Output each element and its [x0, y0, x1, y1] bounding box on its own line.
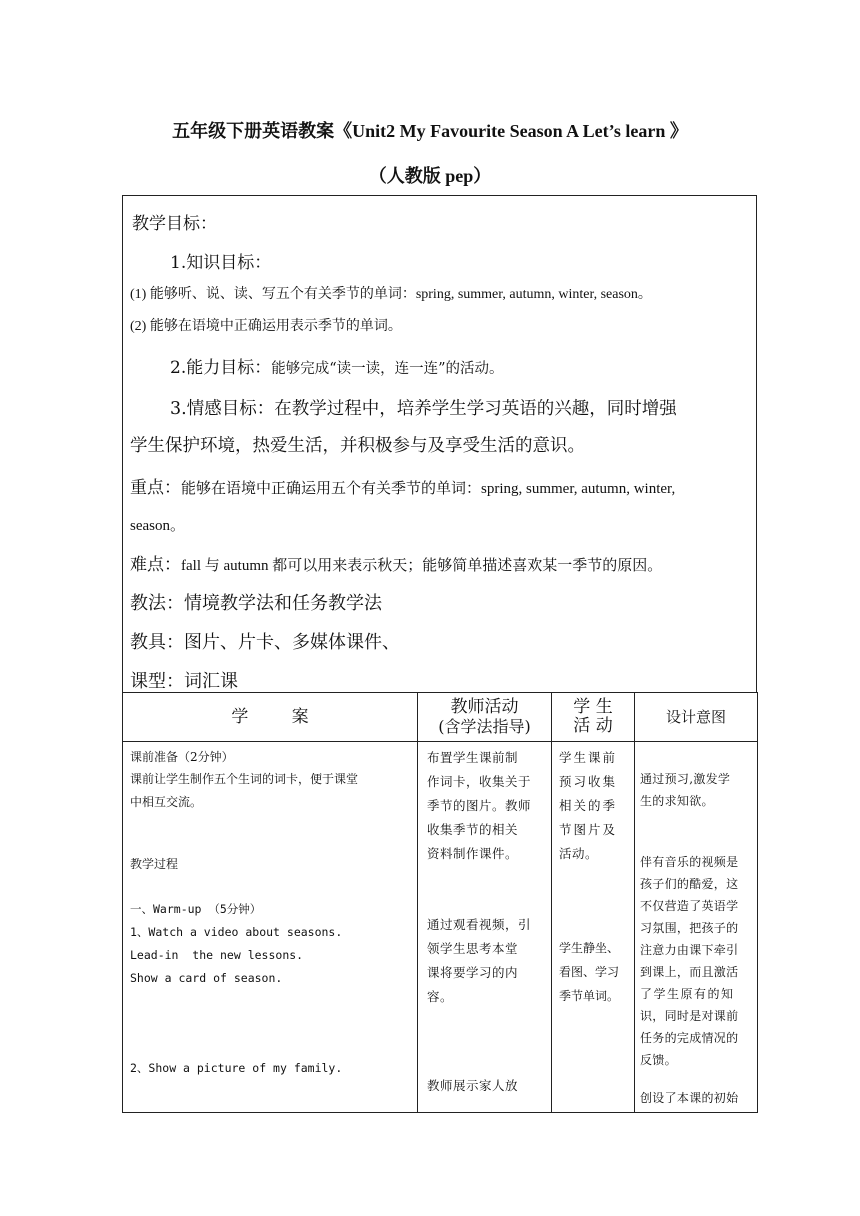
teacher-line: 通过观看视频，引 — [427, 917, 532, 932]
student-line: 节图片及 — [559, 822, 618, 837]
teacher-line: 课将要学习的内 — [427, 965, 519, 980]
key-point-text-cont: season。 — [130, 518, 185, 534]
lesson-type: 课型：词汇课 — [130, 671, 238, 692]
difficulty-text: fall 与 autumn 都可以用来表示秋天；能够简单描述喜欢某一季节的原因。 — [181, 558, 663, 574]
process-title: 教学过程 — [130, 857, 179, 871]
header-design-label: 设计意图 — [665, 708, 726, 726]
knowledge-goal-item-1: (1) 能够听、说、读、写五个有关季节的单词：spring, summer, autumn, winter, season。 — [130, 287, 652, 302]
teacher-line: 作词卡，收集关于 — [427, 774, 532, 789]
document-subtitle: （人教版 pep） — [368, 166, 492, 186]
warmup-title: 一、Warm-up （5分钟） — [130, 902, 262, 916]
key-point — [130, 473, 675, 498]
warmup-step-1: 1、Watch a video about seasons. — [130, 925, 343, 939]
key-point-text: 能够在语境中正确运用五个有关季节的单词：spring, summer, autumn, winter, — [181, 481, 676, 497]
key-point-label: 重点： — [130, 478, 181, 498]
knowledge-goal-item-2: (2) 能够在语境中正确运用表示季节的单词。 — [130, 319, 402, 334]
warmup-step-1c: Show a card of season. — [130, 971, 283, 985]
emotion-goal-line-1: 3.情感目标：在教学过程中，培养学生学习英语的兴趣，同时增强 — [170, 399, 677, 419]
ability-goal-text: 能够完成“读一读，连一连”的活动。 — [271, 361, 504, 377]
header-plan-label: 学 案 — [231, 707, 309, 727]
ability-goal — [170, 353, 504, 378]
prep-text-2: 中相互交流。 — [130, 795, 203, 809]
header-teacher-line-1: 教师活动 — [450, 697, 519, 717]
student-line: 活动。 — [559, 846, 599, 861]
emotion-goal-line-2: 学生保护环境，热爱生活，并积极参与及享受生活的意识。 — [130, 436, 585, 456]
design-line: 生的求知欲。 — [640, 794, 714, 808]
design-line: 了学生原有的知 — [640, 987, 735, 1001]
warmup-step-1b: Lead-in the new lessons. — [130, 948, 304, 962]
design-line: 反馈。 — [640, 1053, 677, 1067]
teacher-line: 资料制作课件。 — [427, 846, 519, 861]
knowledge-goal-title: 1.知识目标： — [170, 253, 272, 273]
header-teacher-line-2: (含学法指导) — [438, 717, 531, 736]
teaching-method: 教法：情境教学法和任务教学法 — [130, 593, 382, 614]
teacher-cell — [418, 742, 552, 1113]
header-design — [635, 693, 758, 742]
difficulty — [130, 550, 662, 575]
teacher-line: 布置学生课前制 — [427, 750, 519, 765]
design-line: 不仅营造了英语学 — [640, 899, 739, 913]
student-line: 学生静坐、 — [559, 941, 620, 955]
difficulty-label: 难点： — [130, 555, 181, 575]
design-line: 到课上，而且激活 — [640, 965, 739, 979]
objectives-box — [122, 195, 757, 693]
header-student-line-1: 学 生 — [573, 697, 613, 717]
student-line: 看图、学习 — [559, 965, 620, 979]
design-line: 识，同时是对课前 — [640, 1009, 739, 1023]
header-teacher — [418, 693, 552, 742]
design-line: 注意力由课下牵引 — [640, 943, 739, 957]
design-line: 创设了本课的初始 — [640, 1091, 739, 1105]
document-title: 五年级下册英语教案《Unit2 My Favourite Season A Let’s learn 》 — [172, 121, 688, 141]
plan-cell — [123, 742, 418, 1113]
teacher-line: 季节的图片。教师 — [427, 798, 532, 813]
design-line: 通过预习,激发学 — [640, 772, 731, 786]
student-cell — [552, 742, 635, 1113]
student-line: 预习收集 — [559, 774, 618, 789]
warmup-step-2: 2、Show a picture of my family. — [130, 1061, 343, 1075]
prep-text-1: 课前让学生制作五个生词的词卡，便于课堂 — [130, 772, 359, 786]
prep-title: 课前准备（2分钟） — [130, 750, 234, 764]
header-student-line-2: 活 动 — [573, 716, 613, 736]
teacher-line: 教师展示家人放 — [427, 1078, 519, 1093]
teacher-line: 收集季节的相关 — [427, 822, 519, 837]
objectives-heading: 教学目标： — [132, 214, 217, 234]
design-line: 任务的完成情况的 — [640, 1031, 739, 1045]
student-line: 相关的季 — [559, 798, 618, 813]
lesson-plan-table — [122, 692, 758, 1113]
design-line: 孩子们的酷爱，这 — [640, 877, 739, 891]
design-line: 习氛围，把孩子的 — [640, 921, 739, 935]
ability-goal-label: 2.能力目标： — [170, 358, 272, 378]
student-line: 学生课前 — [559, 750, 618, 765]
header-plan — [123, 693, 418, 742]
design-line: 伴有音乐的视频是 — [640, 855, 739, 869]
student-line: 季节单词。 — [559, 989, 620, 1003]
teacher-line: 容。 — [427, 989, 454, 1004]
design-cell — [635, 742, 758, 1113]
header-student — [552, 693, 635, 742]
teaching-tools: 教具：图片、片卡、多媒体课件、 — [130, 632, 400, 653]
teacher-line: 领学生思考本堂 — [427, 941, 519, 956]
